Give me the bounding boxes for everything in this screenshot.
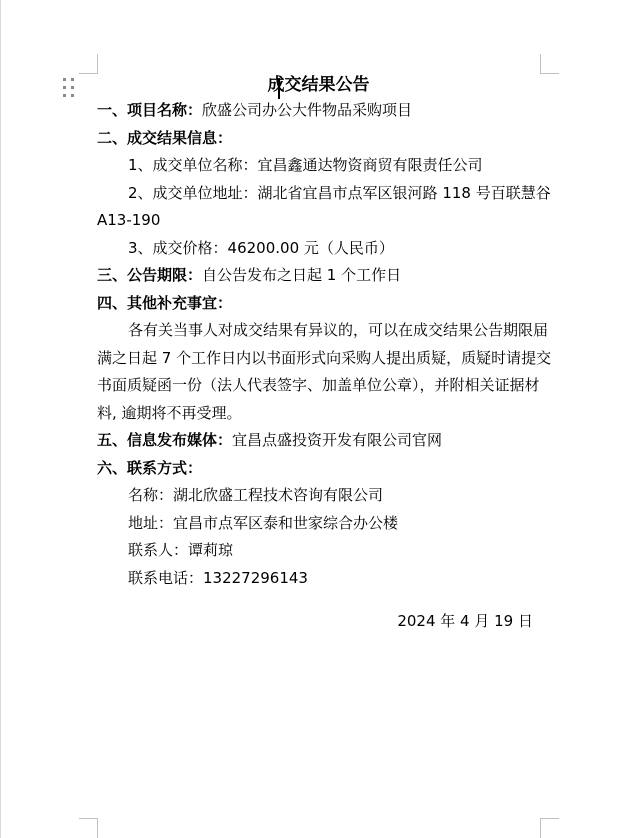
line-contact-phone-value: 联系电话：13227296143 [128,568,308,587]
line-winner-address-wrap-value: A13-190 [97,211,161,229]
line-contact-phone[interactable] [97,565,540,593]
document-title[interactable]: 成交结果公告 [267,75,370,95]
line-result-info-heading[interactable] [97,125,540,153]
line-winner-name[interactable] [97,152,540,180]
drag-handle-dot [71,78,74,81]
line-contact-name-value: 名称：湖北欣盛工程技术咨询有限公司 [128,486,384,504]
line-other-matters-label: 四、其他补充事宜： [97,293,233,312]
drag-handle-dot [63,94,66,97]
drag-handle-dot [63,78,66,81]
line-contact-heading[interactable] [97,455,540,483]
line-media[interactable] [97,427,540,455]
line-winner-address[interactable] [97,180,551,208]
line-announcement-period[interactable] [97,262,540,290]
line-other-matters-heading[interactable] [97,290,540,318]
drag-handle-icon[interactable] [63,78,74,97]
text-boundary-corner-top-left-icon [79,54,98,74]
line-contact-person[interactable] [97,537,540,565]
line-contact-heading-label: 六、联系方式： [97,458,203,477]
para-objection-line-3[interactable] [97,372,540,400]
para-objection-line-2[interactable] [97,345,552,373]
document-text-area[interactable] [97,73,552,636]
para-objection-line-1-value: 各有关当事人对成交结果有异议的，可以在成交结果公告期限届 [128,321,549,339]
para-objection-line-1[interactable] [97,317,549,345]
doc-date[interactable]: 2024 年 4 月 19 日 [397,612,533,630]
line-project-name-value: 欣盛公司办公大件物品采购项目 [202,101,413,119]
para-objection-line-3-value: 书面质疑函一份（法人代表签字、加盖单位公章），并附相关证据材 [97,376,540,394]
text-boundary-corner-top-right-icon [540,54,559,74]
line-winner-name-value: 1、成交单位名称：宜昌鑫通达物资商贸有限责任公司 [128,156,483,174]
line-project-name-label: 一、项目名称： [97,101,203,119]
document-body[interactable] [97,97,552,636]
para-objection-line-4-value: 料, 逾期将不再受理。 [97,403,242,422]
para-objection-line-4[interactable] [97,400,540,428]
para-objection-line-2-value: 满之日起 7 个工作日内以书面形式向采购人提出质疑，质疑时请提交 [97,348,552,367]
line-contact-person-value: 联系人：谭莉琼 [128,541,234,559]
drag-handle-dot [71,86,74,89]
line-contact-name[interactable] [97,482,540,510]
line-media-value: 宜昌点盛投资开发有限公司官网 [232,431,443,449]
line-contact-address[interactable] [97,510,540,538]
text-boundary-corner-bottom-left-icon [79,818,98,838]
blank-space [97,592,540,608]
line-winner-address-value: 2、成交单位地址：湖北省宜昌市点军区银河路 118 号百联慧谷 [128,183,551,202]
line-announcement-period-label: 三、公告期限： [97,266,203,284]
line-contact-address-value: 地址：宜昌市点军区泰和世家综合办公楼 [128,513,399,532]
drag-handle-dot [63,86,66,89]
line-announcement-period-value: 自公告发布之日起 1 个工作日 [202,266,402,284]
text-boundary-corner-bottom-right-icon [540,818,559,838]
line-result-info-label: 二、成交结果信息： [97,128,233,147]
line-price[interactable] [97,235,540,263]
line-price-value: 3、成交价格：46200.00 元（人民币） [128,238,394,257]
line-project-name[interactable] [97,97,540,125]
drag-handle-dot [71,94,74,97]
line-winner-address-wrap[interactable] [97,207,540,235]
line-media-label: 五、信息发布媒体： [97,431,233,449]
